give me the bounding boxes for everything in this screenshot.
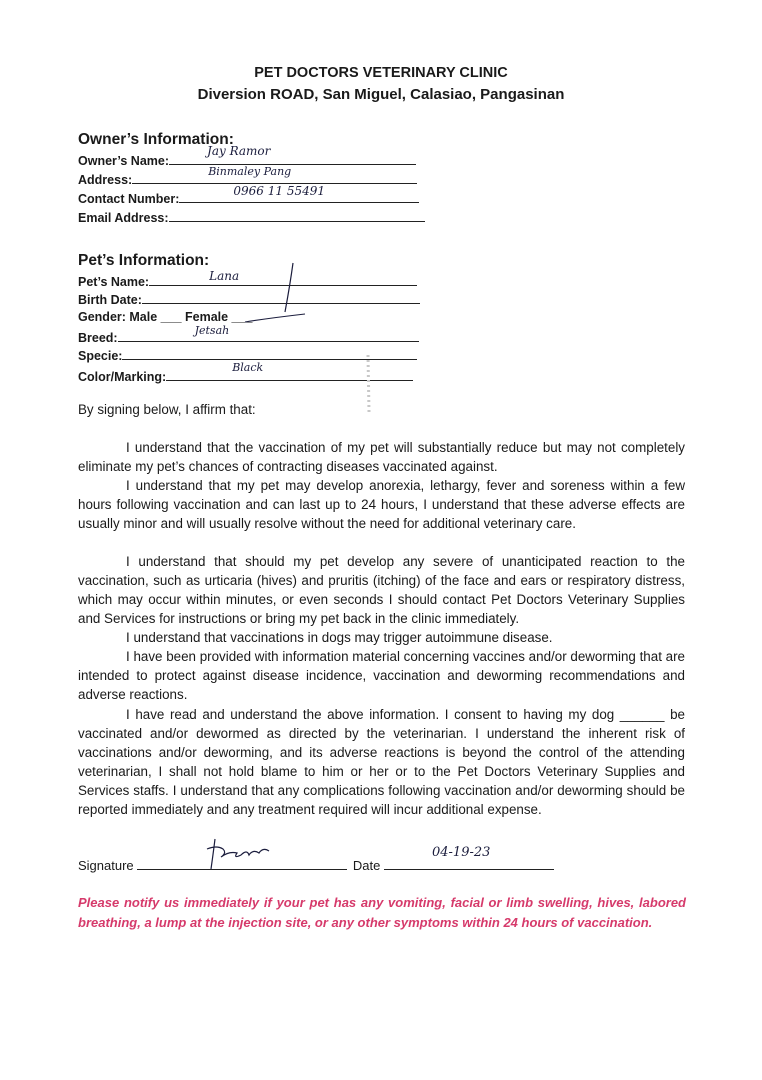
consent-paragraph-6-text: I have read and understand the above information. I consent to having my dog ______ be vaccinated and/or dewormed as directed by the veterinarian. I understand the inherent risk of vaccinations and/or deworming, and its adverse reactions is beyond the control of the attending veterinarian, I shall not hold blame to him or her or to the Pet Doctors Veterinary Supplies and Services staffs. I understand that any complications following vaccination and/or deworming should be reported immediately and any treatment required will incur additional expense. [78,707,685,817]
consent-paragraph-5 [78,647,685,704]
consent-paragraph-2-text: I understand that my pet may develop anorexia, lethargy, fever and soreness within a few hours following vaccination and can last up to 24 hours, I understand that these adverse effects are usually minor and will usually resolve without the need for additional veterinary care. [78,478,685,531]
owner-name-label: Owner’s Name: [78,154,170,168]
pet-breed-handwritten: Jetsah [194,324,230,337]
consent-paragraph-1 [78,438,685,476]
consent-paragraph-4 [78,628,685,647]
gender-pen-stroke [245,314,305,322]
pet-name-pen-stroke [285,263,293,312]
clinic-address: Diversion ROAD, San Miguel, Calasiao, Pangasinan [197,86,565,103]
pet-color-label: Color/Marking: [78,370,167,384]
pet-section-title: Pet’s Information: [78,252,210,269]
owner-address-label: Address: [78,173,133,187]
owner-section-title: Owner’s Information: [78,131,234,148]
consent-paragraph-3-text: I understand that should my pet develop any severe of unanticipated reaction to the vaccination, such as urticaria (hives) and pruritis (itching) of the face and ears or respiratory distress, which may occur within minutes, or even seconds I should contact Pet Doctors Veterinary Supplies and Services for instructions or bring my pet back in the clinic immediately. [78,554,685,626]
consent-paragraph-5-text: I have been provided with information material concerning vaccines and/or deworming that are intended to protect against disease incidence, vaccination and deworming recommendations and adverse reactions. [78,649,685,702]
signature-row [78,845,554,873]
pet-birth-label: Birth Date: [78,293,142,307]
signature-line[interactable] [137,857,347,870]
pet-name-label: Pet’s Name: [78,275,150,289]
pet-breed-label: Breed: [78,331,118,345]
clinic-name: PET DOCTORS VETERINARY CLINIC [254,65,508,81]
handwritten-signature [197,835,287,875]
owner-name-handwritten: Jay Ramor [207,144,271,158]
pet-specie-label: Specie: [78,349,123,363]
pet-gender-label[interactable]: Gender: Male ___ Female ___ [78,310,253,324]
owner-address-handwritten: Binmaley Pang [208,165,292,178]
consent-paragraph-6 [78,705,685,819]
date-handwritten: 04-19-23 [432,845,491,860]
pet-color-handwritten: Black [232,361,264,374]
consent-paragraph-2 [78,476,685,533]
consent-paragraph-3 [78,552,685,628]
owner-contact-label: Contact Number: [78,192,180,206]
signature-label: Signature [78,858,134,873]
date-line[interactable] [384,845,554,870]
owner-email-label: Email Address: [78,211,169,225]
owner-contact-handwritten: 0966 11 55491 [233,184,326,198]
symptom-warning-notice: Please notify us immediately if your pet has any vomiting, facial or limb swelling, hives, labored breathing, a lump at the injection site, or any other symptoms within 24 hours of vaccination. [78,895,686,930]
consent-paragraph-1-text: I understand that the vaccination of my pet will substantially reduce but may not completely eliminate my pet’s chances of contracting diseases vaccinated against. [78,440,685,474]
date-label: Date [352,858,381,873]
consent-intro: By signing below, I affirm that: [78,402,256,417]
pet-name-handwritten: Lana [209,269,240,283]
consent-paragraph-4-text: I understand that vaccinations in dogs may trigger autoimmune disease. [126,630,553,645]
